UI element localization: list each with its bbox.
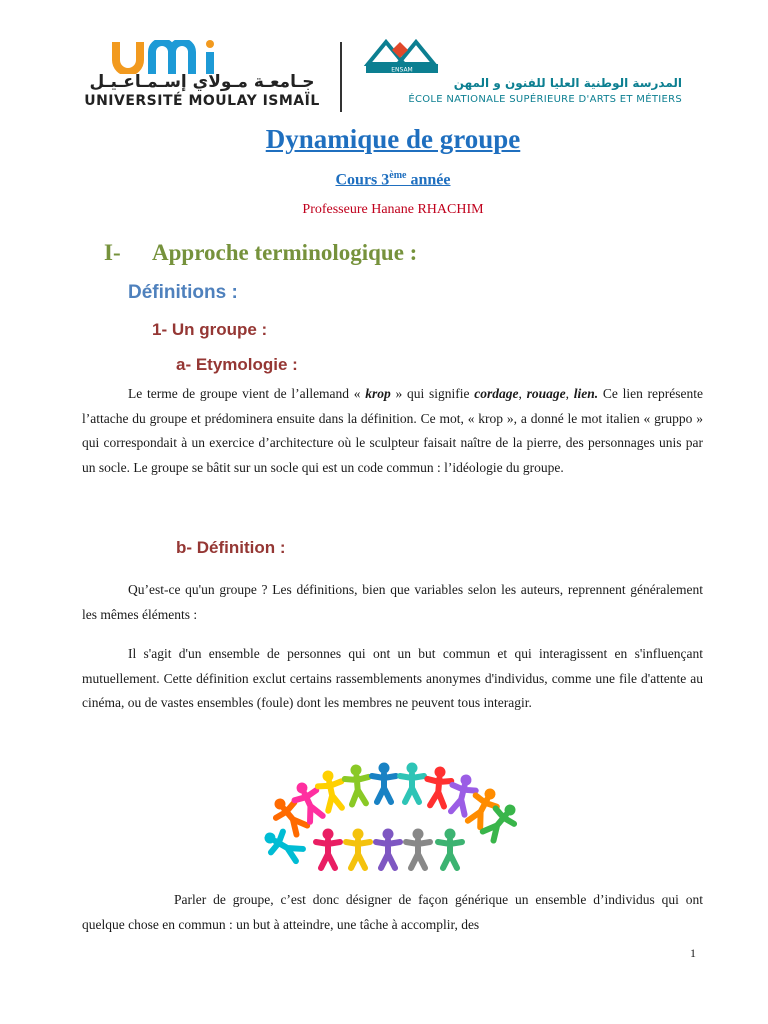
person-figure-icon xyxy=(376,829,400,869)
logo-divider xyxy=(340,42,342,112)
umi-logo xyxy=(82,38,322,113)
ensam-latin-name: ÉCOLE NATIONALE SUPÉRIEURE D'ARTS ET MÉTIERS xyxy=(408,94,682,105)
section-heading xyxy=(104,240,417,266)
term-cordage: cordage xyxy=(474,386,519,401)
etymology-text-2: » qui signifie xyxy=(390,386,475,401)
header-logos xyxy=(82,38,682,118)
term-krop: krop xyxy=(365,386,391,401)
section-number: I- xyxy=(104,240,121,265)
course-prefix: Cours 3 xyxy=(335,171,390,189)
definition-paragraph-2: Il s'agit d'un ensemble de personnes qui ont un but commun et qui interagissent en s'influençant mutuellement. Cette définition exclut certains rassemblements anonymes d'individus, comme une file d'attente au cinéma, ou de vastes ensembles (foule) dont les membres ne peuvent tous interagir. xyxy=(82,646,703,710)
person-figure-icon xyxy=(315,768,347,812)
term-lien: lien. xyxy=(573,386,599,401)
term-rouage: rouage xyxy=(526,386,566,401)
etymology-sep-2: , xyxy=(565,386,574,401)
definition-paragraph-1: Qu’est-ce qu'un groupe ? Les définitions, bien que variables selon les auteurs, reprennent généralement les mêmes éléments : xyxy=(82,582,703,622)
ensam-logo-icon xyxy=(362,38,446,78)
svg-text:ENSAM: ENSAM xyxy=(391,66,413,74)
course-label xyxy=(0,170,768,189)
umi-latin-name: UNIVERSITÉ MOULAY ISMAÏL xyxy=(84,93,320,109)
professor-name: Professeure Hanane RHACHIM xyxy=(302,202,484,217)
definition-paragraph-3: Parler de groupe, c’est donc désigner de façon générique un ensemble d’individus qui ont quelque chose en commun : un but à atteindre, une tâche à accomplir, des xyxy=(82,892,703,932)
ensam-arabic-name: المدرسة الوطنية العليا للفنون و المهن xyxy=(453,76,682,90)
section-title: Approche terminologique : xyxy=(152,240,418,265)
page-number: 1 xyxy=(690,946,696,960)
person-figure-icon xyxy=(425,765,452,806)
umi-arabic-name: جـامعـة مـولاي إسـمـاعـيـل xyxy=(89,72,315,92)
person-figure-icon xyxy=(372,763,396,803)
person-figure-icon xyxy=(346,829,370,869)
etymology-sep-1: , xyxy=(518,386,527,401)
person-figure-icon xyxy=(344,763,371,804)
course-sup: ème xyxy=(389,170,407,181)
ensam-logo xyxy=(362,38,682,113)
subheading-un-groupe: 1- Un groupe : xyxy=(152,320,268,339)
person-figure-icon xyxy=(400,763,424,803)
person-figure-icon xyxy=(438,829,462,869)
people-circle-illustration xyxy=(240,758,540,874)
subheading-definition: b- Définition : xyxy=(176,538,286,557)
definitions-heading: Définitions : xyxy=(128,282,238,303)
course-suffix: année xyxy=(406,171,451,189)
person-figure-icon xyxy=(316,829,340,869)
etymology-text-1: Le terme de groupe vient de l’allemand « xyxy=(128,386,366,401)
subheading-etymologie: a- Etymologie : xyxy=(176,355,298,374)
document-title: Dynamique de groupe xyxy=(265,124,521,154)
umi-logo-icon xyxy=(112,40,292,74)
person-figure-icon xyxy=(406,829,430,869)
etymology-text-3: Ce lien représente l’attache du groupe et prédominera ensuite dans la définition. Ce mot, « krop », a donné le mot italien « gruppo » qui correspondait à un exercice d’architecture où le sculpteur faisait naître de la pierre, des personnages unis par un socle. Le groupe se bâtit sur un socle qui est un code commun : l’idéologie du groupe. xyxy=(82,386,704,475)
etymology-paragraph xyxy=(82,382,703,480)
